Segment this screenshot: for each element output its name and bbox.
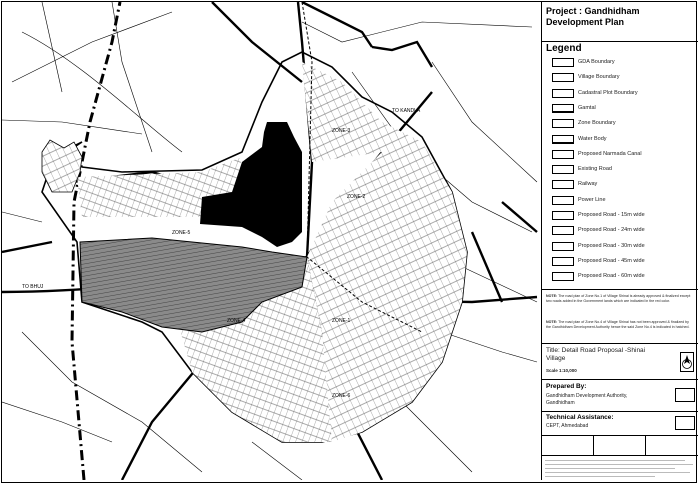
village-lobe — [42, 140, 82, 192]
legend-item — [546, 119, 696, 129]
note-2-prefix: NOTE: — [546, 320, 558, 324]
prepared-heading: Prepared By: — [546, 383, 587, 390]
map-label-zone2: ZONE-2 — [347, 194, 366, 200]
legend-item — [546, 165, 696, 175]
map-title: Title: Detail Road Proposal -Shinai Village — [546, 347, 646, 362]
note-1-text: The road plan of Zone No.1 of Village Shinai is already approved & finalized except two roads added in the Government lands which are indicated in the red color. — [546, 294, 691, 303]
fineprint-line — [545, 468, 675, 469]
legend-item — [546, 196, 696, 206]
legend-symbol-icon — [552, 89, 574, 98]
legend-symbol-icon — [552, 242, 574, 251]
legend-item — [546, 272, 696, 282]
map-drawing — [2, 2, 540, 480]
note-2-text: The road plan of Zone No.4 of Village Shinai has not been approved & finalized by the Gandhidham Development Authority hence the said Zone No.4 is indicated in hatched. — [546, 320, 690, 329]
legend-symbol-icon — [552, 104, 574, 113]
map-label-zone3: ZONE-3 — [332, 128, 351, 134]
title-panel — [541, 2, 697, 480]
legend-symbol-icon — [552, 119, 574, 128]
signature-row — [542, 436, 698, 456]
fineprint-line — [545, 472, 690, 473]
footer-fineprint — [542, 456, 698, 480]
legend-label: Gamtal — [578, 104, 596, 111]
legend-item — [546, 211, 696, 221]
project-header — [542, 2, 698, 42]
legend-label: Water Body — [578, 135, 607, 142]
map-label-road-ne: TO KANDLA — [392, 108, 421, 114]
project-line1: Project : Gandhidham — [546, 6, 640, 16]
legend-symbol-icon — [552, 180, 574, 189]
north-arrow-icon — [680, 352, 694, 372]
map-label-road-west: TO BHUJ — [22, 284, 44, 290]
prepared-line2: Gandhidham — [546, 400, 575, 406]
legend-item — [546, 257, 696, 267]
prepared-line1: Gandhidham Development Authority, — [546, 393, 628, 399]
legend-symbol-icon — [552, 73, 574, 82]
notes-box — [542, 290, 698, 344]
prepared-by — [542, 380, 698, 412]
legend-label: Existing Road — [578, 166, 612, 173]
legend-symbol-icon — [552, 58, 574, 67]
map-area[interactable] — [2, 2, 540, 480]
signature-cell-1 — [542, 436, 594, 456]
legend — [542, 42, 698, 290]
legend-item — [546, 226, 696, 236]
fineprint-line — [545, 464, 693, 465]
legend-label: Railway — [578, 181, 598, 188]
legend-symbol-icon — [552, 150, 574, 159]
signature-cell-3 — [646, 436, 698, 456]
legend-symbol-icon — [552, 257, 574, 266]
legend-label: Proposed Road - 45m wide — [578, 257, 645, 264]
authority-logo — [675, 388, 695, 402]
project-line2: Development Plan — [546, 17, 625, 27]
legend-label: Proposed Road - 60m wide — [578, 273, 645, 280]
signature-cell-2 — [594, 436, 646, 456]
legend-item — [546, 73, 696, 83]
technical-heading: Technical Assistance: — [546, 414, 614, 421]
legend-label: Village Boundary — [578, 74, 620, 81]
legend-symbol-icon — [552, 272, 574, 281]
legend-label: Proposed Road - 15m wide — [578, 212, 645, 218]
legend-label: Proposed Narmada Canal — [578, 150, 642, 157]
legend-symbol-icon — [552, 135, 574, 144]
legend-label: Zone Boundary — [578, 120, 616, 127]
title-box — [542, 344, 698, 380]
legend-item — [546, 180, 696, 190]
legend-symbol-icon — [552, 165, 574, 174]
map-label-zone5: ZONE-5 — [172, 230, 191, 236]
legend-label: Cadastral Plot Boundary — [578, 89, 638, 96]
cept-logo — [675, 416, 695, 430]
fineprint-line — [545, 460, 685, 461]
legend-item — [546, 104, 696, 114]
legend-item — [546, 242, 696, 252]
legend-item — [546, 58, 696, 68]
note-1 — [546, 294, 694, 304]
legend-item — [546, 135, 696, 145]
map-label-zone1: ZONE-1 — [332, 318, 351, 324]
map-label-zone6: ZONE-6 — [332, 393, 351, 399]
legend-label: GDA Boundary — [578, 59, 615, 65]
map-label-zone4: ZONE-4 — [227, 318, 246, 324]
technical-assistance — [542, 412, 698, 436]
legend-symbol-icon — [552, 196, 574, 205]
note-2 — [546, 320, 694, 330]
legend-item — [546, 150, 696, 160]
legend-label: Proposed Road - 30m wide — [578, 242, 645, 249]
legend-label: Proposed Road - 24m wide — [578, 227, 645, 234]
note-1-prefix: NOTE: — [546, 294, 558, 298]
legend-title: Legend — [546, 43, 582, 54]
technical-line1: CEPT, Ahmedabad — [546, 423, 589, 429]
legend-symbol-icon — [552, 226, 574, 235]
fineprint-line — [545, 476, 655, 477]
scale-text: Scale 1:10,000 — [546, 368, 577, 373]
legend-label: Power Line — [578, 196, 606, 203]
legend-item — [546, 89, 696, 99]
legend-symbol-icon — [552, 211, 574, 220]
